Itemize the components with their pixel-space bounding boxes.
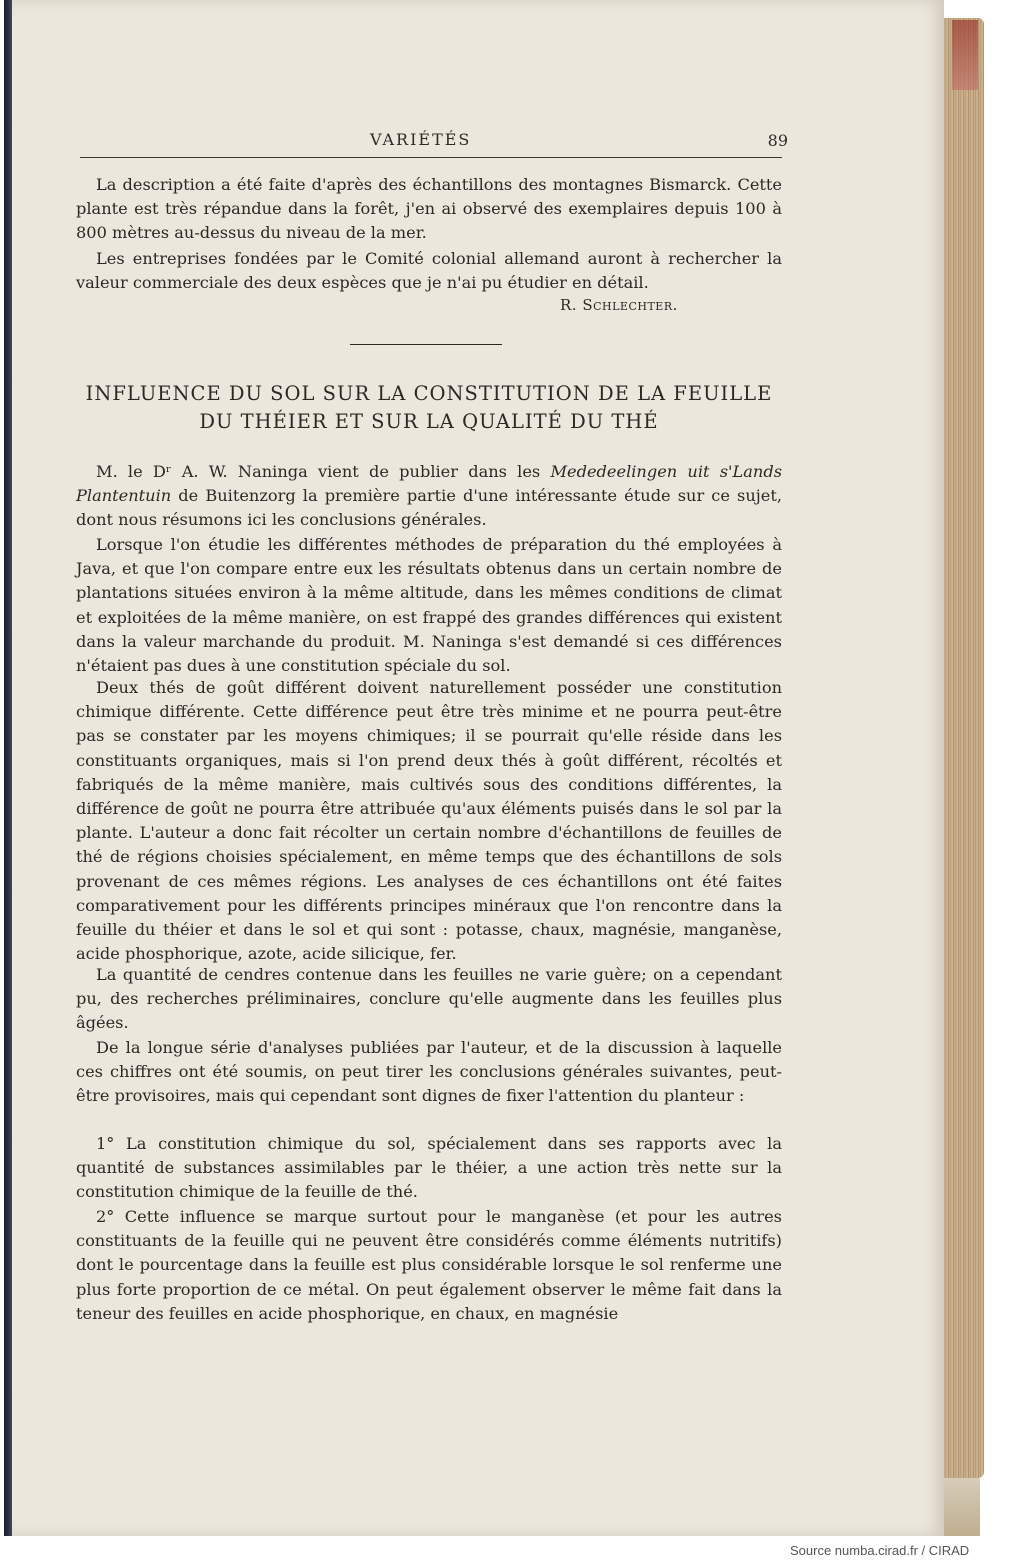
author-signature: R. Schlechter. xyxy=(560,296,678,314)
article-title xyxy=(76,380,782,436)
article-title-line-1: INFLUENCE DU SOL SUR LA CONSTITUTION DE LA FEUILLE xyxy=(85,382,773,405)
source-credit: Source numba.cirad.fr / CIRAD xyxy=(790,1543,970,1558)
running-head xyxy=(80,128,788,156)
article-paragraph-3: Deux thés de goût différent doivent naturellement posséder une constitution chimique différente. Cette différence peut être très minime et ne pourra peut-être pas se constater par les moyens chimiques; il se pourrait qu'elle réside dans les constituants organiques, mais si l'on prend deux thés à goût différent, récoltés et fabriqués de la même manière, mais cultivés sous des conditions différentes, la différence de goût ne pourra être attribuée qu'aux éléments puisés dans le sol par la plante. L'auteur a donc fait récolter un certain nombre d'échantillons de feuilles de thé de régions choisies spécialement, en même temps que des échantillons de sols provenant de ces mêmes régions. Les analyses de ces échantillons ont été faites comparativement pour les différents principes minéraux que l'on rencontre dans la feuille du théier et dans le sol et qui sont : potasse, chaux, magnésie, manganèse, acide phosphorique, azote, acide silicique, fer. xyxy=(76,678,782,964)
p1-text-end: de Buitenzorg la première partie d'une intéressante étude sur ce sujet, dont nous résumons ici les conclusions générales. xyxy=(76,486,782,530)
red-edge-mark xyxy=(952,20,978,90)
header-rule xyxy=(80,157,782,158)
book-spine xyxy=(4,0,12,1536)
article-paragraph-1 xyxy=(76,460,782,533)
article-paragraph-5: De la longue série d'analyses publiées par l'auteur, et de la discussion à laquelle ces chiffres ont été soumis, on peut tirer les conclusions générales suivantes, peut-être provisoires, mais qui cependant sont dignes de fixer l'attention du planteur : xyxy=(76,1038,782,1106)
article-paragraph-6: 1° La constitution chimique du sol, spécialement dans ses rapports avec la quantité de substances assimilables par le théier, a une action très nette sur la constitution chimique de la feuille de thé. xyxy=(76,1134,782,1202)
article-paragraph-2: Lorsque l'on étudie les différentes méthodes de préparation du thé employées à Java, et que l'on compare entre eux les résultats obtenus dans un certain nombre de plantations situées environ à la même altitude, dans les mêmes conditions de climat et exploitées de la même manière, on est frappé des grandes différences qui existent dans la valeur marchande du produit. M. Naninga s'est demandé si ces différences n'étaient pas dues à une constitution spéciale du sol. xyxy=(76,535,782,676)
running-title: VARIÉTÉS xyxy=(370,130,472,149)
journal-title: Mededeelingen uit s'Lands Plantentuin xyxy=(76,462,782,506)
intro-paragraph-2: Les entreprises fondées par le Comité colonial allemand auront à rechercher la valeur commerciale des deux espèces que je n'ai pu étudier en détail. xyxy=(76,249,782,293)
article-paragraph-4: La quantité de cendres contenue dans les feuilles ne varie guère; on a cependant pu, des recherches préliminaires, conclure qu'elle augmente dans les feuilles plus âgées. xyxy=(76,965,782,1033)
section-divider xyxy=(350,344,502,345)
article-paragraph-7: 2° Cette influence se marque surtout pour le manganèse (et pour les autres constituants de la feuille qui ne peuvent être considérés comme éléments nutritifs) dont le pourcentage dans la feuille est plus considérable lorsque le sol renferme une plus forte proportion de ce métal. On peut également observer le même fait dans la teneur des feuilles en acide phosphorique, en chaux, en magnésie xyxy=(76,1207,782,1323)
p1-text-start: M. le Dʳ A. W. Naninga vient de publier dans les xyxy=(96,462,551,481)
article-title-line-2: DU THÉIER ET SUR LA QUALITÉ DU THÉ xyxy=(199,410,659,433)
intro-paragraph-1: La description a été faite d'après des échantillons des montagnes Bismarck. Cette plante est très répandue dans la forêt, j'en ai observé des exemplaires depuis 100 à 800 mètres au-dessus du niveau de la mer. xyxy=(76,175,782,243)
book-page-edges xyxy=(944,18,984,1478)
page-number: 89 xyxy=(767,131,788,150)
